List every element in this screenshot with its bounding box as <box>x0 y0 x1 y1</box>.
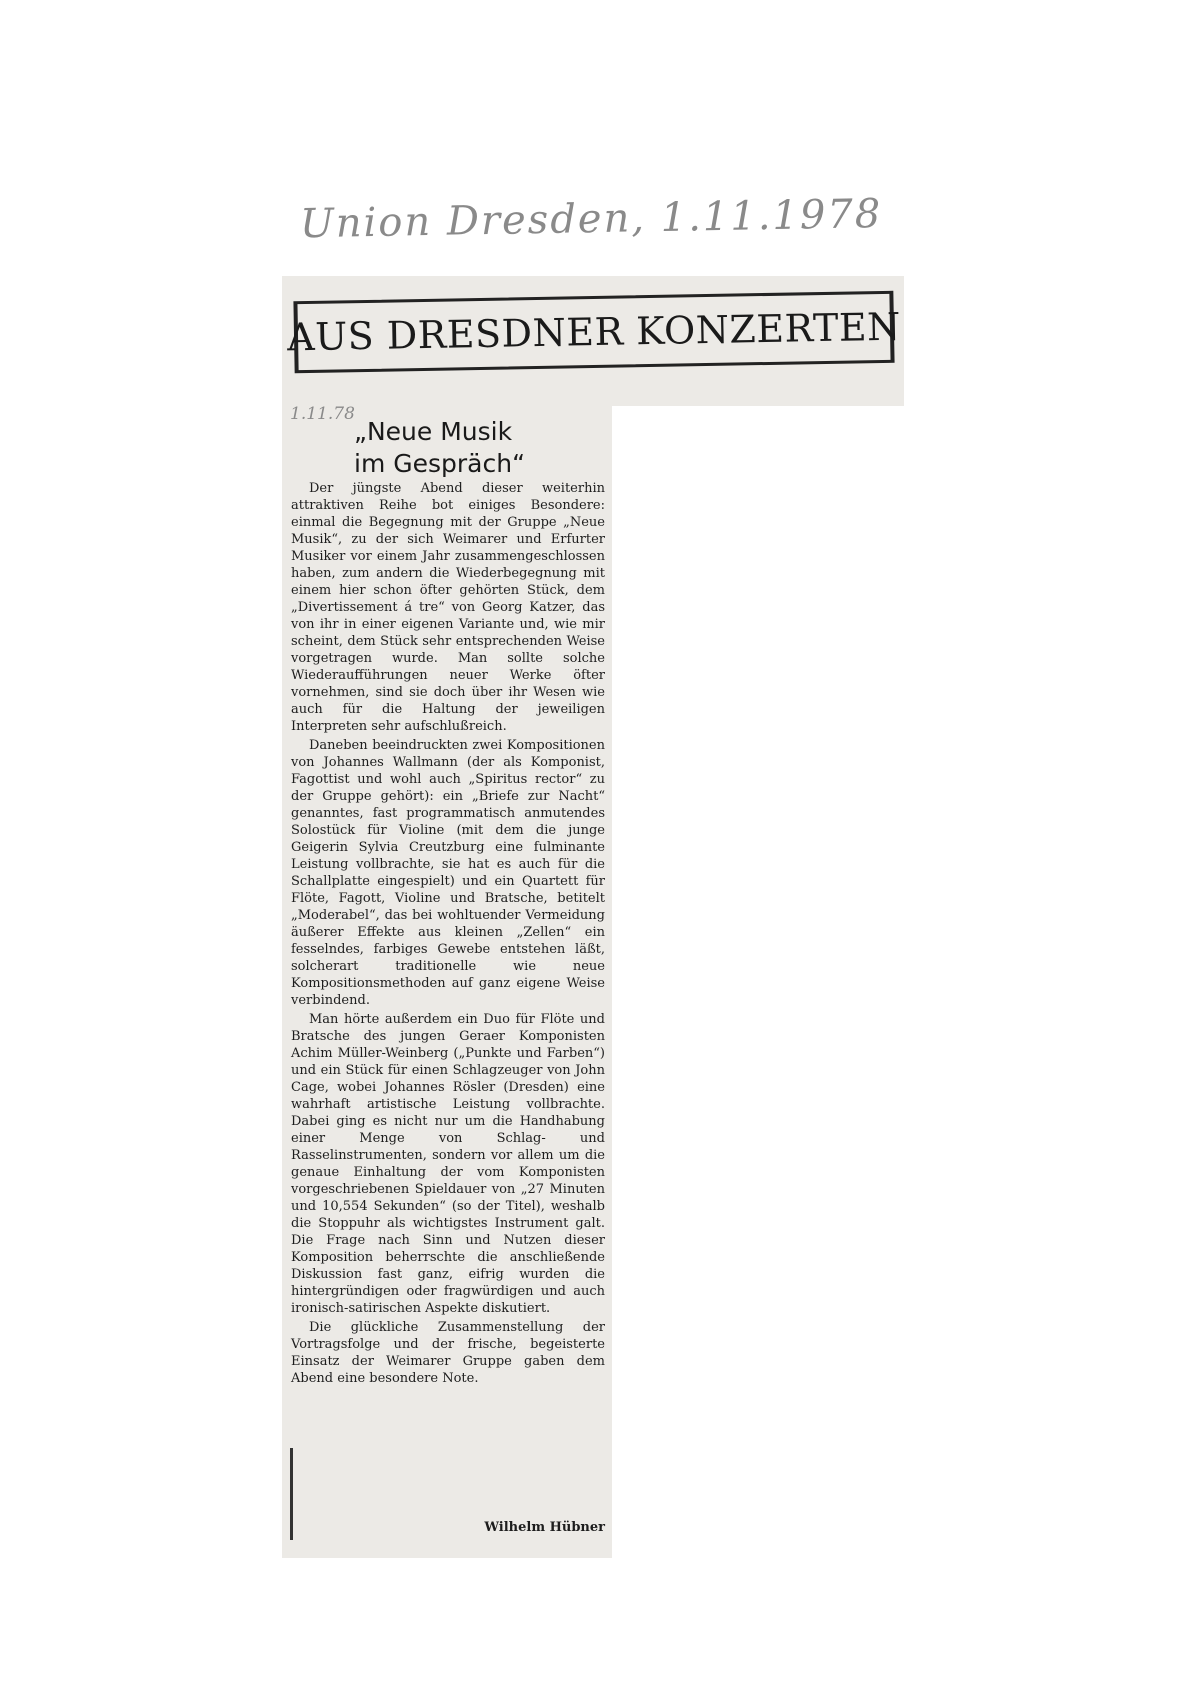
handwritten-source-note: Union Dresden, 1.11.1978 <box>299 191 883 248</box>
article-paragraph: Man hörte außerdem ein Duo für Flöte und Bratsche des jungen Geraer Komponisten Achim Müller-Weinberg („Punkte und Farben“) und ein Stück für einen Schlagzeuger von John Cage, wobei Johannes Rösler (Dresden) eine wahrhaft artistische Leistung vollbrachte. Dabei ging es nicht nur um die Handhabung einer Menge von Schlag- und Rasselinstrumenten, sondern vor allem um die genaue Einhaltung der vom Komponisten vorgeschriebenen Spieldauer von „27 Minuten und 10,554 Sekunden“ (so der Titel), weshalb die Stoppuhr als wichtigstes Instrument galt. Die Frage nach Sinn und Nutzen dieser Komposition beherrschte die anschließende Diskussion fast ganz, eifrig wurden die hintergründigen oder fragwürdigen und auch ironisch-satirischen Aspekte diskutiert. <box>291 1012 605 1316</box>
article-paragraph: Die glückliche Zusammenstellung der Vortragsfolge und der frische, begeisterte Einsatz der Weimarer Gruppe gaben dem Abend eine besondere Note. <box>291 1320 605 1386</box>
headline-line-2: im Gespräch“ <box>354 449 526 478</box>
article-body <box>291 480 605 1387</box>
article-paragraph: Daneben beeindruckten zwei Kompositionen von Johannes Wallmann (der als Komponist, Fagottist und wohl auch „Spiritus rector“ zu der Gruppe gehört): ein „Briefe zur Nacht“ genanntes, fast programmatisch anmutendes Solostück für Violine (mit dem die junge Geigerin Sylvia Creutzburg eine fulminante Leistung vollbrachte, sie hat es auch für die Schallplatte eingespielt) und ein Quartett für Flöte, Fagott, Violine und Bratsche, betitelt „Moderabel“, das bei wohltuender Vermeidung äußerer Effekte aus kleinen „Zellen“ ein fesselndes, farbiges Gewebe entstehen läßt, solcherart traditionelle wie neue Kompositionsmethoden auf ganz eigene Weise verbindend. <box>291 738 605 1008</box>
article-headline <box>354 416 594 480</box>
section-header-box <box>286 291 902 373</box>
article-paragraph: Der jüngste Abend dieser weiterhin attraktiven Reihe bot einiges Besondere: einmal die Begegnung mit der Gruppe „Neue Musik“, zu der sich Weimarer und Erfurter Musiker vor einem Jahr zusammengeschlossen haben, zum andern die Wiederbegegnung mit einem hier schon öfter gehörten Stück, dem „Divertissement á tre“ von Georg Katzer, das von ihr in einer eigenen Variante und, wie mir scheint, dem Stück sehr entsprechenden Weise vorgetragen wurde. Man sollte solche Wiederaufführungen neuer Werke öfter vornehmen, sind sie doch über ihr Wesen wie auch für die Haltung der jeweiligen Interpreten sehr aufschlußreich. <box>291 481 605 734</box>
handwritten-date-note: 1.11.78 <box>290 404 355 424</box>
article-author: Wilhelm Hübner <box>484 1520 605 1535</box>
headline-line-1: „Neue Musik <box>354 417 513 446</box>
section-header-title: AUS DRESDNER KONZERTEN <box>286 304 902 360</box>
